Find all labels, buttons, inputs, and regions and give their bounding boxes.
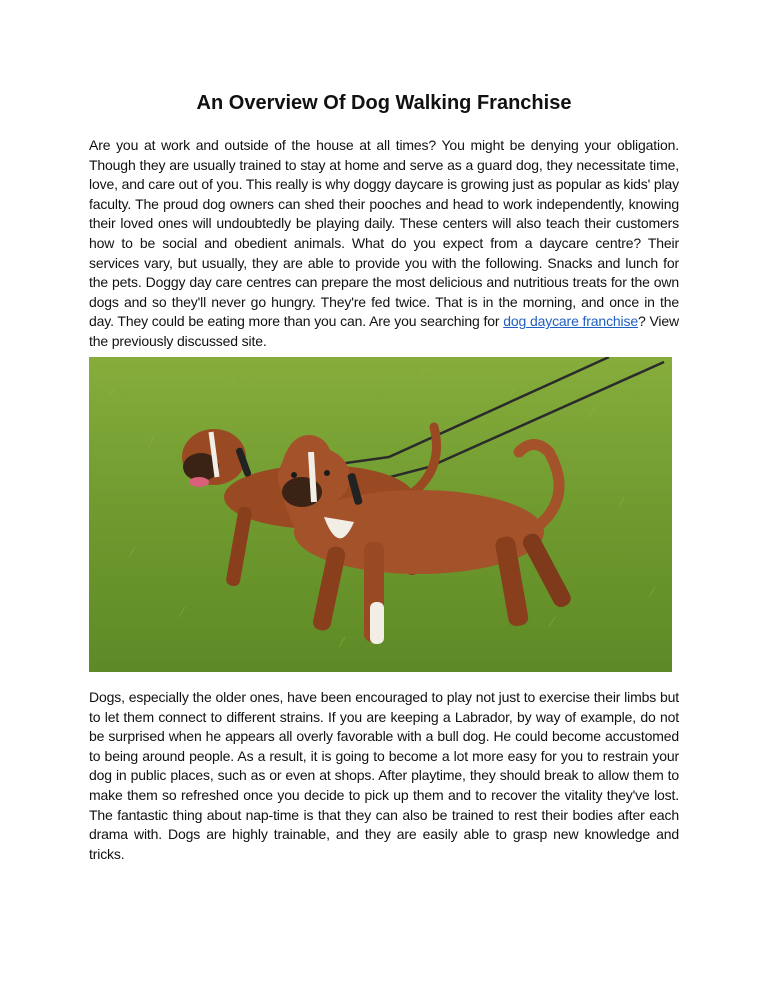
second-paragraph: Dogs, especially the older ones, have been encouraged to play not just to exercise their limbs but to let them connect to different strains. If you are keeping a Labrador, by way of example, do not be surprised when he appears all overly favorable with a bull dog. He could become accustomed to being around people. As a result, it is going to become a lot more easy for you to restrain your dog in public places, such as or even at shops. After playtime, they should break to allow them to make them so refreshed once you decide to pick up them and to recover the vitality they've lost. The fantastic thing about nap-time is that they can also be trained to rest their bodies after each drama with. Dogs are highly trainable, and they are easily able to grasp new knowledge and tricks. [89,689,679,862]
intro-paragraph [89,136,679,352]
intro-text: Are you at work and outside of the house at all times? You might be denying your obligation. Though they are usually trained to stay at home and serve as a guard dog, they necessitate time, love, and care out of you. This really is why doggy daycare is growing just as popular as kids' play faculty. The proud dog owners can shed their pooches and head to work independently, knowing their loved ones will undoubtedly be playing daily. These centers will also teach their customers how to be social and obedient animals. What do you expect from a daycare centre? Their services vary, but usually, they are able to provide you with the following. Snacks and lunch for the pets. Doggy day care centres can prepare the most delicious and nutritious treats for the own dogs and so they'll never go hungry. They're fed twice. That is in the morning, and once in the day. They could be eating more than you can. Are you searching for [89,137,679,330]
document-title: An Overview Of Dog Walking Franchise [196,92,572,114]
boxer-dogs-photo [89,357,672,672]
boxer-dogs-illustration [89,357,672,672]
dog-daycare-franchise-link[interactable]: dog daycare franchise [503,313,639,330]
intro-text-end: ? View the previously discussed site. [89,313,679,349]
